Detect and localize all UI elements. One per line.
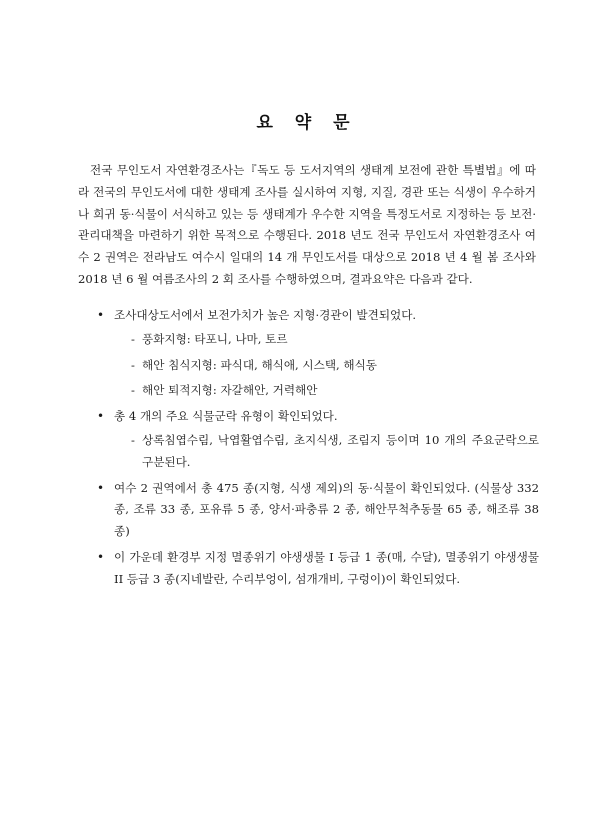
- bullet-icon: •: [97, 409, 105, 424]
- summary-list: [97, 305, 539, 595]
- summary-item-text: 조사대상도서에서 보전가치가 높은 지형·경관이 발견되었다.: [114, 308, 417, 322]
- sub-item: [114, 355, 539, 377]
- summary-item-text: 총 4 개의 주요 식물군락 유형이 확인되었다.: [114, 409, 338, 424]
- bullet-icon: •: [97, 549, 105, 564]
- dash-icon: -: [131, 383, 135, 398]
- sub-item: [114, 329, 539, 351]
- sub-list: [114, 329, 539, 402]
- sub-item-text: 풍화지형: 타포니, 나마, 토르: [142, 331, 288, 346]
- sub-item-text: 해안 퇴적지형: 자갈해안, 거력해안: [142, 383, 318, 398]
- sub-list: [114, 430, 539, 474]
- sub-item-text: 상록침엽수림, 낙엽활엽수림, 초지식생, 조림지 등이며 10 개의 주요군락으로 구분된다.: [142, 432, 539, 469]
- summary-item: [97, 478, 539, 543]
- summary-item: [97, 406, 539, 473]
- summary-item-text: 여수 2 권역에서 총 475 종(지형, 식생 제외)의 동·식물이 확인되었다. (식물상 332 종, 조류 33 종, 포유류 5 종, 양서·파충류 2 종, 해안무척추동물 65 종, 해조류 38 종): [114, 480, 539, 539]
- summary-item: [97, 547, 539, 591]
- bullet-icon: •: [97, 308, 105, 322]
- dash-icon: -: [131, 331, 135, 346]
- sub-item-text: 해안 침식지형: 파식대, 해식애, 시스택, 해식동: [142, 357, 377, 372]
- sub-item: [114, 430, 539, 474]
- dash-icon: -: [131, 357, 135, 372]
- summary-item-text: 이 가운데 환경부 지정 멸종위기 야생생물 I 등급 1 종(매, 수달), 멸종위기 야생생물 II 등급 3 종(지네발란, 수리부엉이, 섬개개비, 구렁이)이 확인되었다.: [114, 549, 539, 586]
- page-title: 요 약 문: [256, 113, 358, 133]
- summary-item: [97, 305, 539, 402]
- intro-paragraph: 전국 무인도서 자연환경조사는『독도 등 도서지역의 생태계 보전에 관한 특별법』에 따라 전국의 무인도서에 대한 생태계 조사를 실시하여 지형, 지질, 경관 또는 식생이 우수하거나 희귀 동·식물이 서식하고 있는 등 생태계가 우수한 지역을 특정도서로 지정하는 등 보전·관리대책을 마련하기 위한 목적으로 수행된다. 2018 년도 전국 무인도서 자연환경조사 여수 2 권역은 전라남도 여수시 일대의 14 개 무인도서를 대상으로 2018 년 4 월 봄 조사와 2018 년 6 월 여름조사의 2 회 조사를 수행하였으며, 결과요약은 다음과 같다.: [78, 163, 536, 286]
- bullet-icon: •: [97, 480, 105, 495]
- sub-item: [114, 380, 539, 402]
- dash-icon: -: [131, 432, 135, 447]
